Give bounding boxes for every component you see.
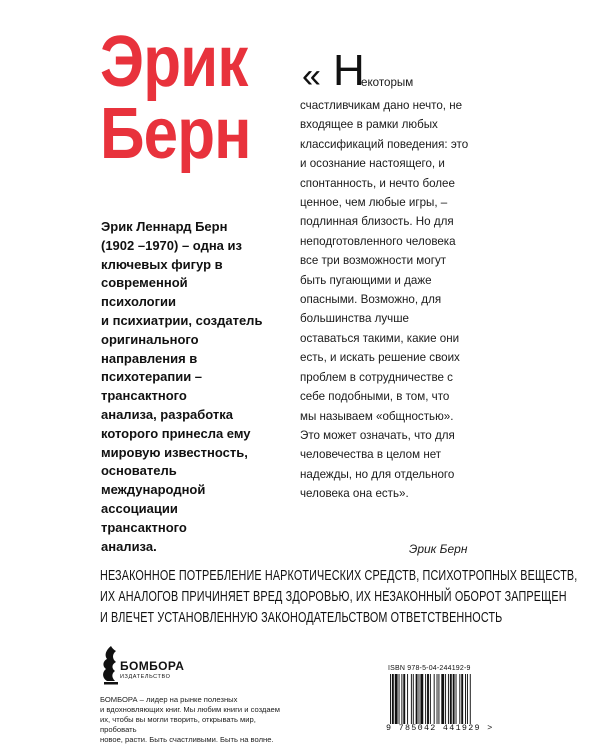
- quote-first-line: [300, 46, 500, 96]
- bio-line: международной: [101, 482, 206, 498]
- bio-line: и психиатрии, создатель: [101, 312, 263, 328]
- quote-line: все три возможности могут: [300, 254, 447, 268]
- quote-line: опасными. Возможно, для: [300, 293, 442, 307]
- publisher-logo: [100, 644, 290, 694]
- publisher-text-line: БОМБОРА – лидер на рынке полезных: [100, 695, 238, 704]
- bombora-wave-icon: [100, 644, 122, 686]
- quote-line: Это может означать, что для: [300, 428, 455, 442]
- quote-line: мы называем «общностью».: [300, 409, 454, 423]
- publisher-text-line: новое, расти. Быть счастливыми. Быть на волне.: [100, 735, 274, 744]
- bio-line: психотерапии –: [101, 369, 203, 385]
- warning-line: НЕЗАКОННОЕ ПОТРЕБЛЕНИЕ НАРКОТИЧЕСКИХ СРЕДСТВ, ПСИХОТРОПНЫХ ВЕЩЕСТВ,: [100, 567, 578, 584]
- quote-first-word: екоторым: [361, 76, 414, 89]
- quote-drop-letter: Н: [333, 46, 365, 95]
- author-last-name: Берн: [100, 94, 251, 174]
- quote-line: ценное, чем любые игры, –: [300, 196, 448, 210]
- quote-line: входящее в рамки любых: [300, 118, 438, 132]
- bio-line: трансактного: [101, 519, 187, 535]
- quote-line: счастливчикам дано нечто, не: [300, 99, 463, 112]
- quote-line: себе подобными, в том, что: [300, 390, 450, 404]
- author-first-name: Эрик: [100, 22, 248, 102]
- publisher-name: БОМБОРА: [120, 659, 185, 673]
- publisher-text-line: и вдохновляющих книг. Мы любим книги и создаем: [100, 705, 281, 714]
- bio-line: трансактного: [101, 388, 187, 404]
- quote-line: человека она есть».: [300, 487, 409, 501]
- quote-line: спонтанность, и нечто более: [300, 176, 455, 190]
- bio-line: Эрик Леннард Берн: [101, 219, 228, 234]
- quote-line: человечества в целом нет: [300, 448, 442, 462]
- bio-line: анализа, разработка: [101, 406, 234, 422]
- quote-open-mark: «: [302, 57, 321, 95]
- isbn-label: ISBN 978-5-04-244192-9: [388, 665, 471, 672]
- bio-line: анализа.: [101, 538, 157, 554]
- bio-line: которого принесла ему: [101, 425, 251, 441]
- barcode-icon: [386, 674, 512, 724]
- bio-line: основатель: [101, 463, 177, 479]
- quote-line: подлинная близость. Но для: [300, 215, 454, 229]
- health-warning: [100, 565, 578, 628]
- quote-author: Эрик Берн: [409, 542, 468, 556]
- publisher-text-line: их, чтобы вы могли творить, открывать мир, пробовать: [100, 715, 256, 734]
- bio-line: психологии: [101, 294, 177, 310]
- bio-line: оригинального: [101, 331, 199, 347]
- quote-line: оставаться такими, какие они: [300, 331, 460, 345]
- warning-line: ИХ АНАЛОГОВ ПРИЧИНЯЕТ ВРЕД ЗДОРОВЬЮ, ИХ НЕЗАКОННЫЙ ОБОРОТ ЗАПРЕЩЕН: [100, 588, 567, 605]
- bio-line: (1902 –1970) – одна из: [101, 237, 242, 253]
- barcode-digits: 9 785042 441929 >: [386, 723, 494, 733]
- quote-line: проблем в сотрудничестве с: [300, 370, 453, 384]
- quote-line: быть пугающими и даже: [300, 273, 432, 287]
- quote-line: и осознание настоящего, и: [300, 157, 445, 171]
- isbn-barcode-block: [386, 665, 512, 733]
- bio-line: ассоциации: [101, 500, 178, 516]
- quote-line: неподготовленного человека: [300, 234, 456, 248]
- bio-line: направления в: [101, 350, 198, 366]
- bio-line: современной: [101, 275, 188, 291]
- bio-line: ключевых фигур в: [101, 256, 223, 272]
- quote-line: классификаций поведения: это: [300, 137, 469, 151]
- warning-line: И ВЛЕЧЕТ УСТАНОВЛЕННУЮ ЗАКОНОДАТЕЛЬСТВОМ ОТВЕТСТВЕННОСТЬ: [100, 609, 503, 626]
- author-name-title: [100, 22, 251, 174]
- quote-block: [300, 46, 500, 504]
- quote-line: надежды, но для отдельного: [300, 467, 455, 481]
- author-bio: [101, 218, 276, 556]
- publisher-subtitle: ИЗДАТЕЛЬСТВО: [120, 674, 171, 680]
- bio-line: мировую известность,: [101, 444, 248, 460]
- publisher-description: [100, 695, 285, 745]
- quote-line: большинства лучше: [300, 312, 409, 326]
- quote-line: есть, и искать решение своих: [300, 351, 460, 365]
- publisher-block: [100, 644, 290, 745]
